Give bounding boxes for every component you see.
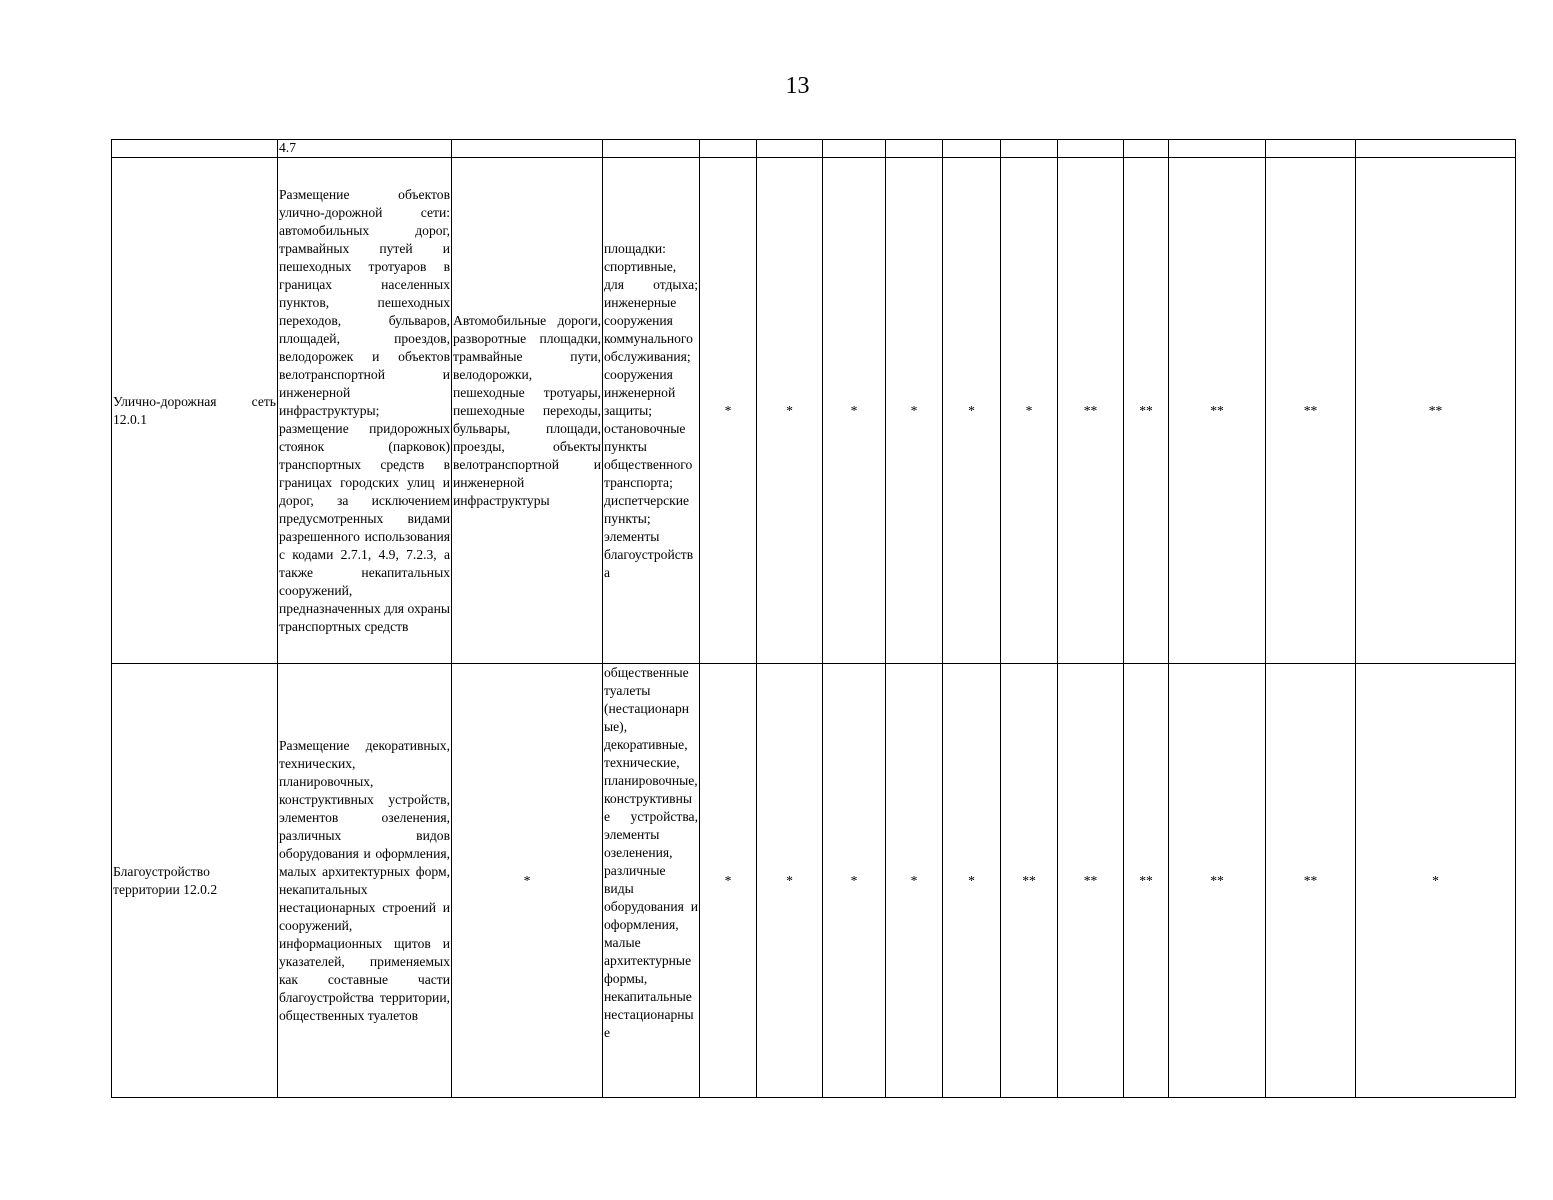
- zone-mark-cell: *: [700, 158, 757, 664]
- table-cell: [757, 140, 823, 158]
- auxiliary-uses-text: общественные туалеты (нестационарные), декоративные, технические, планировочные, конструктивные устройства, элементы озеленения, различные виды оборудования и оформления, малые архитектурные формы, некапитальные нестационарные: [604, 665, 698, 1040]
- main-uses-cell: Автомобильные дороги, разворотные площадки, трамвайные пути, велодорожки, пешеходные тротуары, пешеходные переходы, бульвары, площади, проезды, объекты велотранспортной и инженерной инфраструктуры: [452, 158, 603, 664]
- zone-mark-cell: **: [1356, 158, 1516, 664]
- main-uses-cell: *: [452, 664, 603, 1098]
- zoning-table: [111, 139, 1516, 1098]
- zone-mark-cell: *: [1001, 158, 1058, 664]
- zone-mark-cell: **: [1266, 158, 1356, 664]
- zone-mark-cell: **: [1266, 664, 1356, 1098]
- code-cell: 4.7: [278, 140, 452, 158]
- zone-mark-cell: **: [1169, 664, 1266, 1098]
- zone-mark-cell: *: [757, 158, 823, 664]
- table-cell: [452, 140, 603, 158]
- use-name-cell: Благоустройство территории 12.0.2: [112, 664, 278, 1098]
- table-cell: [1124, 140, 1169, 158]
- table-cell: [886, 140, 943, 158]
- table-cell: [1001, 140, 1058, 158]
- auxiliary-uses-cell: [603, 664, 700, 1098]
- zone-mark-cell: **: [1058, 664, 1124, 1098]
- use-description-cell: Размещение декоративных, технических, планировочных, конструктивных устройств, элементов озеленения, различных видов оборудования и оформления, малых архитектурных форм, некапитальных нестационарных строений и сооружений, информационных щитов и указателей, применяемых как составные части благоустройства территории, общественных туалетов: [278, 664, 452, 1098]
- zone-mark-cell: *: [1356, 664, 1516, 1098]
- table-cell: [112, 140, 278, 158]
- zone-mark-cell: *: [886, 664, 943, 1098]
- zone-mark-cell: *: [823, 664, 886, 1098]
- zone-mark-cell: *: [886, 158, 943, 664]
- table-row: [112, 158, 1516, 664]
- zone-mark-cell: **: [1058, 158, 1124, 664]
- table-cell: [1356, 140, 1516, 158]
- table-cell: [1169, 140, 1266, 158]
- table-cell: [1058, 140, 1124, 158]
- table-row: [112, 140, 1516, 158]
- table-cell: [603, 140, 700, 158]
- zone-mark-cell: **: [1124, 664, 1169, 1098]
- zone-mark-cell: *: [700, 664, 757, 1098]
- page-number: 13: [785, 73, 810, 99]
- zone-mark-cell: *: [943, 158, 1001, 664]
- zone-mark-cell: *: [757, 664, 823, 1098]
- zone-mark-cell: *: [943, 664, 1001, 1098]
- table-cell: [943, 140, 1001, 158]
- table-cell: [1266, 140, 1356, 158]
- use-description-cell: Размещение объектов улично-дорожной сети: автомобильных дорог, трамвайных путей и пешеходных тротуаров в границах населенных пунктов, пешеходных переходов, бульваров, площадей, проездов, велодорожек и объектов велотранспортной и инженерной инфраструктуры; размещение придорожных стоянок (парковок) транспортных средств в границах городских улиц и дорог, за исключением предусмотренных видами разрешенного использования с кодами 2.7.1, 4.9, 7.2.3, а также некапитальных сооружений, предназначенных для охраны транспортных средств: [278, 158, 452, 664]
- table-cell: [700, 140, 757, 158]
- zone-mark-cell: **: [1169, 158, 1266, 664]
- zone-mark-cell: **: [1124, 158, 1169, 664]
- table-cell: [823, 140, 886, 158]
- auxiliary-uses-cell: площадки: спортивные, для отдыха; инженерные сооружения коммунального обслуживания; сооружения инженерной защиты; остановочные пункты общественного транспорта; диспетчерские пункты; элементы благоустройства: [603, 158, 700, 664]
- zone-mark-cell: **: [1001, 664, 1058, 1098]
- zone-mark-cell: *: [823, 158, 886, 664]
- use-name-cell: Улично-дорожная сеть 12.0.1: [112, 158, 278, 664]
- table-row: [112, 664, 1516, 1098]
